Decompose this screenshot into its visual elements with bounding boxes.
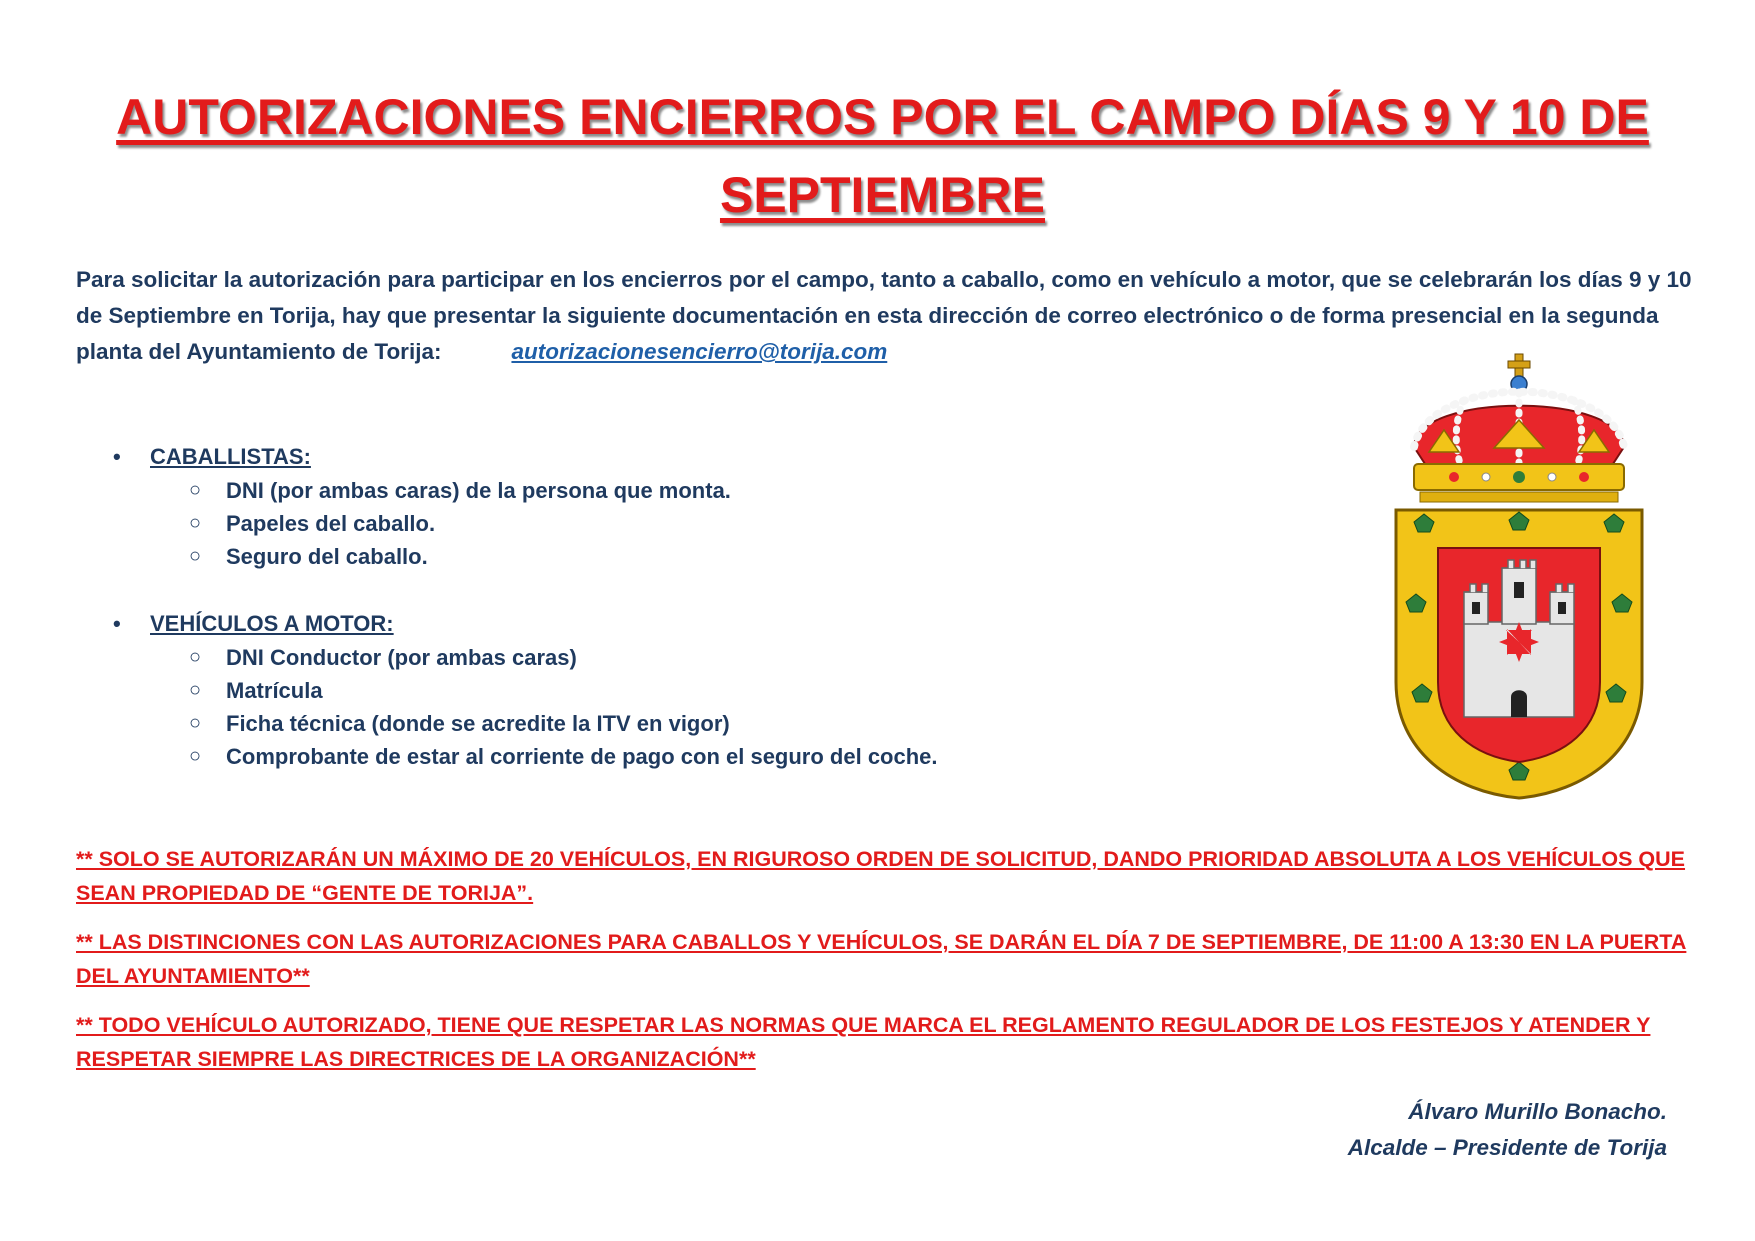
category-label: CABALLISTAS: xyxy=(150,444,311,469)
list-item-text: Comprobante de estar al corriente de pago con el seguro del coche. xyxy=(226,744,938,769)
signature-role: Alcalde – Presidente de Torija xyxy=(1347,1135,1667,1160)
category-caballistas xyxy=(110,440,1310,474)
page-title xyxy=(80,78,1685,234)
circle-bullet-icon: ○ xyxy=(189,712,202,734)
circle-bullet-icon: ○ xyxy=(189,745,202,767)
requirements-list xyxy=(110,440,1310,773)
list-item xyxy=(110,474,1310,507)
list-item-text: Seguro del caballo. xyxy=(226,544,428,569)
note-max-vehicles: ** SOLO SE AUTORIZARÁN UN MÁXIMO DE 20 VEHÍCULOS, EN RIGUROSO ORDEN DE SOLICITUD, DANDO PRIORIDAD ABSOLUTA A LOS VEHÍCULOS QUE SEAN PROPIEDAD DE “GENTE DE TORIJA”. xyxy=(76,847,1686,905)
circle-bullet-icon: ○ xyxy=(189,479,202,501)
category-label: VEHÍCULOS A MOTOR: xyxy=(150,611,394,636)
list-item xyxy=(110,507,1310,540)
coat-of-arms-icon xyxy=(1384,352,1654,802)
list-item xyxy=(110,707,1310,740)
title-line-1: AUTORIZACIONES ENCIERROS POR EL CAMPO DÍAS 9 Y 10 DE xyxy=(116,89,1649,145)
bullet-icon: • xyxy=(113,611,121,636)
list-item-text: Ficha técnica (donde se acredite la ITV en vigor) xyxy=(226,711,730,736)
signature xyxy=(1348,1094,1667,1166)
list-item-text: Matrícula xyxy=(226,678,323,703)
notes-section xyxy=(76,842,1696,1091)
circle-bullet-icon: ○ xyxy=(189,545,202,567)
circle-bullet-icon: ○ xyxy=(189,646,202,668)
list-item xyxy=(110,641,1310,674)
list-item xyxy=(110,740,1310,773)
list-item-text: Papeles del caballo. xyxy=(226,511,436,536)
circle-bullet-icon: ○ xyxy=(189,679,202,701)
note-distinctions: ** LAS DISTINCIONES CON LAS AUTORIZACIONES PARA CABALLOS Y VEHÍCULOS, SE DARÁN EL DÍA 7 DE SEPTIEMBRE, DE 11:00 A 13:30 EN LA PUERTA DEL AYUNTAMIENTO** xyxy=(76,930,1687,988)
category-vehiculos xyxy=(110,607,1310,641)
circle-bullet-icon: ○ xyxy=(189,512,202,534)
bullet-icon: • xyxy=(113,444,121,469)
title-line-2: SEPTIEMBRE xyxy=(719,167,1046,223)
email-link[interactable]: autorizacionesencierro@torija.com xyxy=(511,339,888,364)
list-item xyxy=(110,540,1310,573)
list-item-text: DNI (por ambas caras) de la persona que monta. xyxy=(226,478,731,503)
list-item xyxy=(110,674,1310,707)
list-item-text: DNI Conductor (por ambas caras) xyxy=(226,645,577,670)
intro-text: Para solicitar la autorización para participar en los encierros por el campo, tanto a caballo, como en vehículo a motor, que se celebrarán los días 9 y 10 de Septiembre en Torija, hay que presentar la siguiente documentación en esta dirección de correo electrónico o de forma presencial en la segunda planta del Ayuntamiento de Torija: xyxy=(76,267,1692,364)
note-rules: ** TODO VEHÍCULO AUTORIZADO, TIENE QUE RESPETAR LAS NORMAS QUE MARCA EL REGLAMENTO REGULADOR DE LOS FESTEJOS Y ATENDER Y RESPETAR SIEMPRE LAS DIRECTRICES DE LA ORGANIZACIÓN** xyxy=(76,1013,1651,1071)
signature-name: Álvaro Murillo Bonacho. xyxy=(1408,1099,1667,1124)
